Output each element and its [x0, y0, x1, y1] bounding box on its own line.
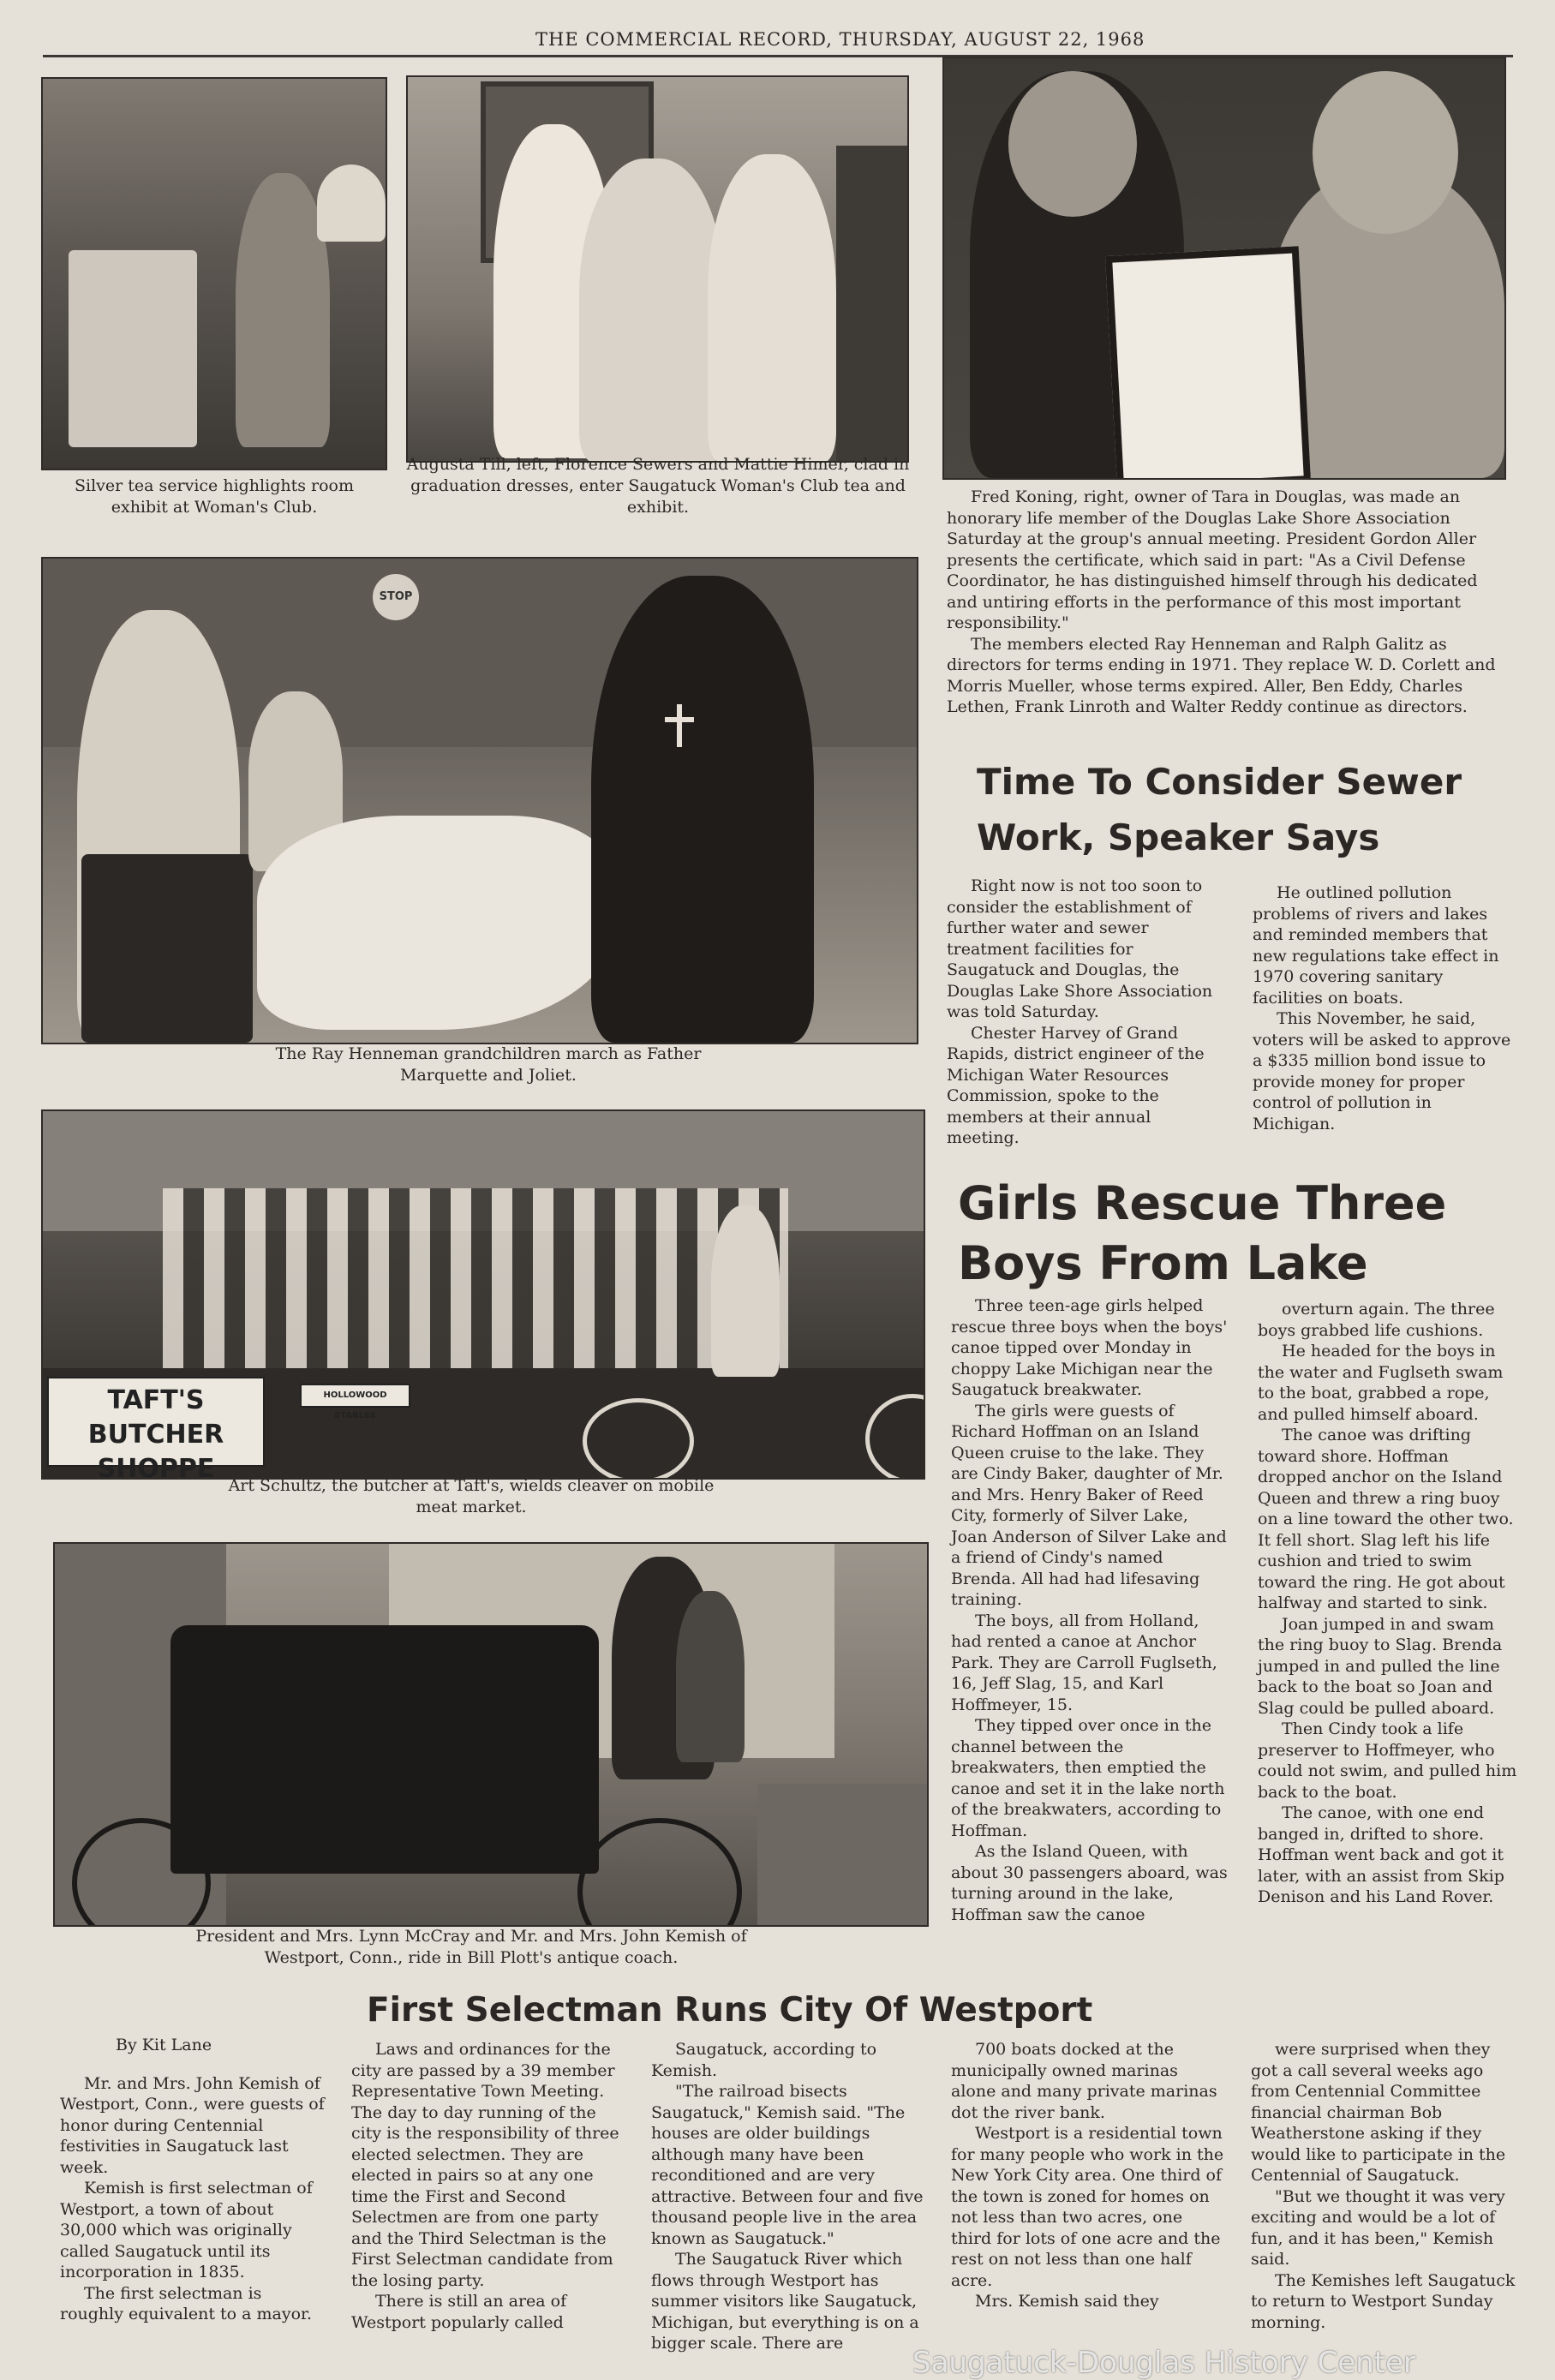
westport-column-4: 700 boats docked at the municipally owned marinas alone and many private marinas dot the river bank. Westport is a residential town for many people who work in the New York City area. One third of the town is zoned for homes on not less than two acres, one third for lots of one acre and the rest on not less than one half acre. Mrs. Kemish said they [951, 2040, 1224, 2311]
byline: By Kit Lane [116, 2036, 212, 2054]
caption-tea-service: Silver tea service highlights room exhibit at Woman's Club. [75, 476, 354, 517]
caption-koning: Fred Koning, right, owner of Tara in Douglas, was made an honorary life member of the Douglas Lake Shore Association Saturday at the group's annual meeting. President Gordon Aller presents the certificate, which said in part: "As a Civil Defense Coordinator, he has distinguished himself through his dedicated and untiring efforts in the performance of this most important responsibility." The members elected Ray Henneman and Ralph Galitz as directors for terms ending in 1971. They replace W. D. Corlett and Morris Mueller, whose terms expired. Aller, Ben Eddy, Charles Lethen, Frank Linroth and Walter Reddy continue as directors. [947, 487, 1496, 716]
newspaper-header [43, 19, 1513, 57]
sewer-headline: Time To Consider Sewer Work, Speaker Says [977, 761, 1462, 858]
rescue-column-1: Three teen-age girls helped rescue three boys when the boys' canoe tipped over Monday in choppy Lake Michigan near the Saugatuck breakwater. The girls were guests of Richard Hoffman on an Island Queen cruise to the lake. They are Cindy Baker, daughter of Mr. and Mrs. Henry Baker of Reed City, formerly of Silver Lake, Joan Anderson of Silver Lake and a friend of Cindy's named Brenda. All had had lifesaving training. The boys, all from Holland, had rented a canoe at Anchor Park. They are Carroll Fuglseth, 16, Jeff Slag, 15, and Karl Hoffmeyer, 15. They tipped over once in the channel between the breakwaters, then emptied the canoe and set it in the lake north of the breakwaters, according to Hoffman. As the Island Queen, with about 30 passengers aboard, was turning around in the lake, Hoffman saw the canoe [951, 1296, 1228, 1924]
photo-tea-service [41, 77, 387, 470]
photo-butcher-shoppe [41, 1109, 925, 1480]
sewer-column-1: Right now is not too soon to consider the establishment of further water and sewer treatment facilities for Saugatuck and Douglas, the Douglas Lake Shore Association was told Saturday. Chester Harvey of Grand Rapids, district engineer of the Michigan Water Resources Commission, spoke to the members at their annual meeting. [947, 876, 1213, 1147]
caption-schultz: Art Schultz, the butcher at Taft's, wields cleaver on mobile meat market. [228, 1476, 715, 1516]
westport-column-2: Laws and ordinances for the city are passed by a 39 member Representative Town Meeting. The day to day running of the city is the responsibility of three elected selectmen. They are elected in pairs so at any one time the First and Second Selectmen are from one party and the Third Selectman is the First Selectman candidate from the losing party. There is still an area of Westport popularly called [351, 2040, 619, 2332]
westport-column-5: were surprised when they got a call several weeks ago from Centennial Committee financial chairman Bob Weatherstone asking if they would like to participate in the Centennial of Saugatuck. "But we thought it was very exciting and would be a lot of fun, and it has been," Kemish said. The Kemishes left Saugatuck to return to Westport Sunday morning. [1251, 2040, 1516, 2332]
rescue-column-2: overturn again. The three boys grabbed life cushions. He headed for the boys in the water and Fuglseth swam to the boat, grabbed a rope, and pulled himself aboard. The canoe was drifting toward shore. Hoffman dropped anchor on the Island Queen and threw a ring buoy on a line toward the other two. It fell short. Slag left his life cushion and tried to swim toward the ring. He got about halfway and started to sink. Joan jumped in and swam the ring buoy to Slag. Brenda jumped in and pulled the line back to the boat so Joan and Slag could be pulled aboard. Then Cindy took a life preserver to Hoffmeyer, who could not swim, and pulled him back to the boat. The canoe, with one end banged in, drifted to shore. Hoffman went back and got it later, with an assist from Skip Denison and his Land Rover. [1258, 1300, 1517, 1906]
butcher-sign: TAFT'S BUTCHER SHOPPE [47, 1377, 265, 1467]
rescue-headline: Girls Rescue Three Boys From Lake [958, 1176, 1447, 1290]
sewer-column-2: He outlined pollution problems of rivers and lakes and reminded members that new regulations take effect in 1970 covering sanitary facilities on boats. This November, he said, voters will be asked to approve a $335 million bond issue to provide money for proper control of pollution in Michigan. [1253, 883, 1511, 1133]
watermark: Saugatuck-Douglas History Center [912, 2346, 1416, 2380]
header-text: THE COMMERCIAL RECORD, THURSDAY, AUGUST 22, 1968 [535, 29, 1145, 50]
stop-sign: STOP [373, 574, 419, 620]
photo-koning-certificate [942, 57, 1506, 480]
photo-antique-coach [53, 1542, 929, 1927]
caption-henneman: The Ray Henneman grandchildren march as Father Marquette and Joliet. [275, 1044, 702, 1085]
stables-sign: HOLLOWOOD STABLES [300, 1384, 410, 1408]
westport-column-3: Saugatuck, according to Kemish. "The railroad bisects Saugatuck," Kemish said. "The houses are older buildings although many have been reconditioned and are very attractive. Between four and five thousand people live in the area known as Saugatuck." The Saugatuck River which flows through Westport has summer visitors like Saugatuck, Michigan, but everything is on a bigger scale. There are [651, 2040, 924, 2353]
caption-coach: President and Mrs. Lynn McCray and Mr. and Mrs. John Kemish of Westport, Conn., ride in Bill Plott's antique coach. [195, 1927, 747, 1967]
photo-henneman-grandchildren [41, 557, 918, 1044]
westport-column-1: By Kit Lane Mr. and Mrs. John Kemish of Westport, Conn., were guests of honor during Centennial festivities in Saugatuck last week. Kemish is first selectman of Westport, a town of about 30,000 which was originally called Saugatuck until its incorporation in 1835. The first selectman is roughly equivalent to a mayor. [60, 2036, 325, 2323]
photo-graduation-dresses [406, 75, 909, 463]
caption-graduation: Augusta Till, left, Florence Sewers and Mattie Himer, clad in graduation dresses, enter Saugatuck Woman's Club tea and exhibit. [406, 455, 910, 517]
westport-headline: First Selectman Runs City Of Westport [367, 1991, 1093, 2030]
